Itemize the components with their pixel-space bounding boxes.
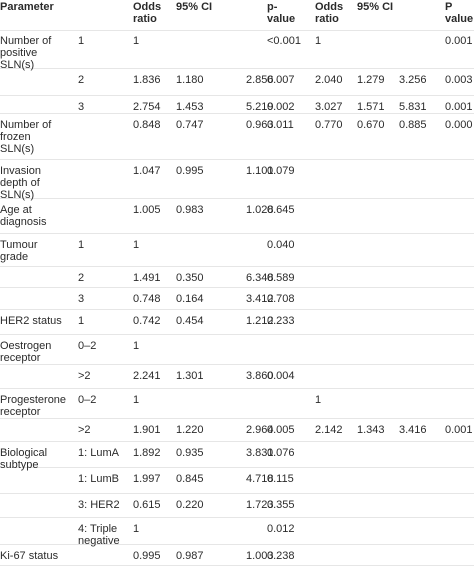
cell-ci-high-1: 6.348 <box>246 272 274 284</box>
cell-ci-low-1: 1.220 <box>176 424 204 436</box>
cell-or-1: 0.995 <box>133 550 161 562</box>
cell-ci-high-2: 0.885 <box>399 119 427 131</box>
cell-ci-high-1: 1.212 <box>246 315 274 327</box>
cell-parameter: Tumour grade <box>0 239 38 263</box>
cell-level: 1: LumB <box>78 473 119 485</box>
cell-parameter: Biological subtype <box>0 447 48 471</box>
cell-ci-low-1: 0.935 <box>176 447 204 459</box>
cell-parameter: Number of positive SLN(s) <box>0 35 52 71</box>
cell-p-value-2: 0.003 <box>445 74 473 86</box>
cell-ci-high-1: 1.028 <box>246 204 274 216</box>
cell-p-value-2: 0.000 <box>445 119 473 131</box>
cell-p-value-1: 0.002 <box>267 101 295 113</box>
table-row <box>0 442 474 471</box>
cell-or-1: 0.848 <box>133 119 161 131</box>
cell-or-2: 2.142 <box>315 424 343 436</box>
cell-ci-high-1: 1.003 <box>246 550 274 562</box>
table-row <box>0 389 474 419</box>
cell-p-value-1: 0.004 <box>267 370 295 382</box>
cell-ci-low-2: 1.343 <box>357 424 385 436</box>
cell-ci-low-2: 1.279 <box>357 74 385 86</box>
table-row <box>0 288 474 310</box>
cell-ci-low-1: 1.453 <box>176 101 204 113</box>
header-or-1: Odds ratio <box>133 1 162 25</box>
cell-ci-high-1: 4.718 <box>246 473 274 485</box>
cell-or-1: 1.836 <box>133 74 161 86</box>
cell-ci-high-2: 3.416 <box>399 424 427 436</box>
table-row <box>0 234 474 267</box>
cell-parameter: Age at diagnosis <box>0 204 47 228</box>
cell-level: 2 <box>78 74 85 86</box>
cell-or-1: 1 <box>133 239 140 251</box>
cell-ci-low-1: 0.747 <box>176 119 204 131</box>
cell-p-value-1: 0.238 <box>267 550 295 562</box>
cell-p-value-1: <0.001 <box>267 35 301 47</box>
cell-ci-low-2: 1.571 <box>357 101 385 113</box>
cell-ci-low-1: 0.350 <box>176 272 204 284</box>
table-row <box>0 545 474 566</box>
cell-p-value-1: 0.115 <box>267 473 294 485</box>
cell-ci-high-1: 3.860 <box>246 370 274 382</box>
cell-or-1: 0.748 <box>133 293 161 305</box>
cell-or-1: 2.754 <box>133 101 161 113</box>
cell-ci-low-1: 0.987 <box>176 550 204 562</box>
table-row <box>0 30 474 69</box>
table-row <box>0 69 474 96</box>
header-ci-low-1: 95% CI <box>176 1 213 13</box>
cell-parameter: Oestrogen receptor <box>0 340 52 364</box>
table-header <box>0 0 474 31</box>
cell-level: 1 <box>78 315 85 327</box>
cell-p-value-1: 0.589 <box>267 272 295 284</box>
cell-or-1: 2.241 <box>133 370 161 382</box>
cell-ci-low-1: 0.845 <box>176 473 204 485</box>
cell-p-value-1: 0.076 <box>267 447 295 459</box>
cell-p-value-2: 0.001 <box>445 424 473 436</box>
cell-parameter: Progesterone receptor <box>0 394 67 418</box>
table-row <box>0 494 474 518</box>
cell-or-2: 0.770 <box>315 119 343 131</box>
cell-level: 1 <box>78 239 85 251</box>
cell-level: 0–2 <box>78 340 97 352</box>
cell-p-value-1: 0.007 <box>267 74 295 86</box>
cell-ci-low-1: 0.164 <box>176 293 204 305</box>
cell-level: 0–2 <box>78 394 97 406</box>
table-row <box>0 160 474 199</box>
cell-p-value-1: 0.005 <box>267 424 295 436</box>
cell-ci-low-1: 0.983 <box>176 204 204 216</box>
cell-or-1: 0.615 <box>133 499 161 511</box>
cell-or-1: 1 <box>133 523 140 535</box>
table-row <box>0 114 474 160</box>
cell-ci-high-1: 5.219 <box>246 101 274 113</box>
cell-level: 1 <box>78 35 85 47</box>
cell-or-2: 3.027 <box>315 101 343 113</box>
cell-parameter: Number of frozen SLN(s) <box>0 119 52 155</box>
cell-p-value-1: 0.040 <box>267 239 295 251</box>
cell-level: 2 <box>78 272 85 284</box>
cell-ci-high-1: 1.723 <box>246 499 274 511</box>
cell-level: 3: HER2 <box>78 499 120 511</box>
cell-ci-high-2: 3.256 <box>399 74 427 86</box>
cell-ci-high-1: 2.964 <box>246 424 274 436</box>
cell-or-1: 1 <box>133 340 140 352</box>
cell-or-1: 1.005 <box>133 204 161 216</box>
cell-or-1: 1.047 <box>133 165 161 177</box>
table-row <box>0 419 474 442</box>
table-row <box>0 468 474 494</box>
cell-or-1: 0.742 <box>133 315 161 327</box>
cell-or-1: 1 <box>133 394 140 406</box>
header-p-value-1: p- value <box>267 1 296 25</box>
table-row <box>0 267 474 288</box>
cell-ci-low-1: 1.301 <box>176 370 204 382</box>
cell-ci-low-2: 0.670 <box>357 119 385 131</box>
cell-level: 3 <box>78 101 85 113</box>
cell-p-value-1: 0.011 <box>267 119 294 131</box>
cell-or-2: 2.040 <box>315 74 343 86</box>
table-row <box>0 365 474 389</box>
cell-ci-high-2: 5.831 <box>399 101 427 113</box>
cell-p-value-1: 0.012 <box>267 523 295 535</box>
cell-level: 4: Triple negative <box>78 523 120 547</box>
cell-ci-high-1: 0.963 <box>246 119 274 131</box>
cell-ci-high-1: 2.856 <box>246 74 274 86</box>
cell-ci-high-1: 1.101 <box>246 165 274 177</box>
cell-or-2: 1 <box>315 394 322 406</box>
cell-ci-low-1: 0.220 <box>176 499 204 511</box>
cell-p-value-1: 0.079 <box>267 165 295 177</box>
cell-level: >2 <box>78 424 91 436</box>
cell-parameter: Invasion depth of SLN(s) <box>0 165 41 201</box>
cell-p-value-2: 0.001 <box>445 35 473 47</box>
cell-p-value-1: 0.645 <box>267 204 295 216</box>
cell-level: >2 <box>78 370 91 382</box>
cell-or-1: 1.491 <box>133 272 161 284</box>
cell-or-1: 1.892 <box>133 447 161 459</box>
cell-p-value-1: 0.355 <box>267 499 295 511</box>
table-row <box>0 199 474 234</box>
cell-level: 1: LumA <box>78 447 119 459</box>
cell-ci-low-1: 1.180 <box>176 74 204 86</box>
cell-or-2: 1 <box>315 35 322 47</box>
cell-ci-high-1: 3.831 <box>246 447 274 459</box>
cell-parameter: HER2 status <box>0 315 62 327</box>
table-row <box>0 310 474 335</box>
header-p-value-2: P value <box>445 1 474 25</box>
cell-parameter: Ki-67 status <box>0 550 59 562</box>
cell-or-1: 1.997 <box>133 473 161 485</box>
table-row <box>0 96 474 114</box>
header-or-2: Odds ratio <box>315 1 344 25</box>
cell-ci-low-1: 0.995 <box>176 165 204 177</box>
cell-ci-low-1: 0.454 <box>176 315 204 327</box>
table-row <box>0 335 474 365</box>
header-parameter: Parameter <box>0 1 54 13</box>
cell-p-value-2: 0.001 <box>445 101 473 113</box>
cell-level: 3 <box>78 293 85 305</box>
table-row <box>0 518 474 545</box>
cell-p-value-1: 0.233 <box>267 315 295 327</box>
cell-p-value-1: 0.708 <box>267 293 295 305</box>
header-ci-low-2: 95% CI <box>357 1 394 13</box>
cell-or-1: 1 <box>133 35 140 47</box>
cell-ci-high-1: 3.412 <box>246 293 274 305</box>
cell-or-1: 1.901 <box>133 424 161 436</box>
